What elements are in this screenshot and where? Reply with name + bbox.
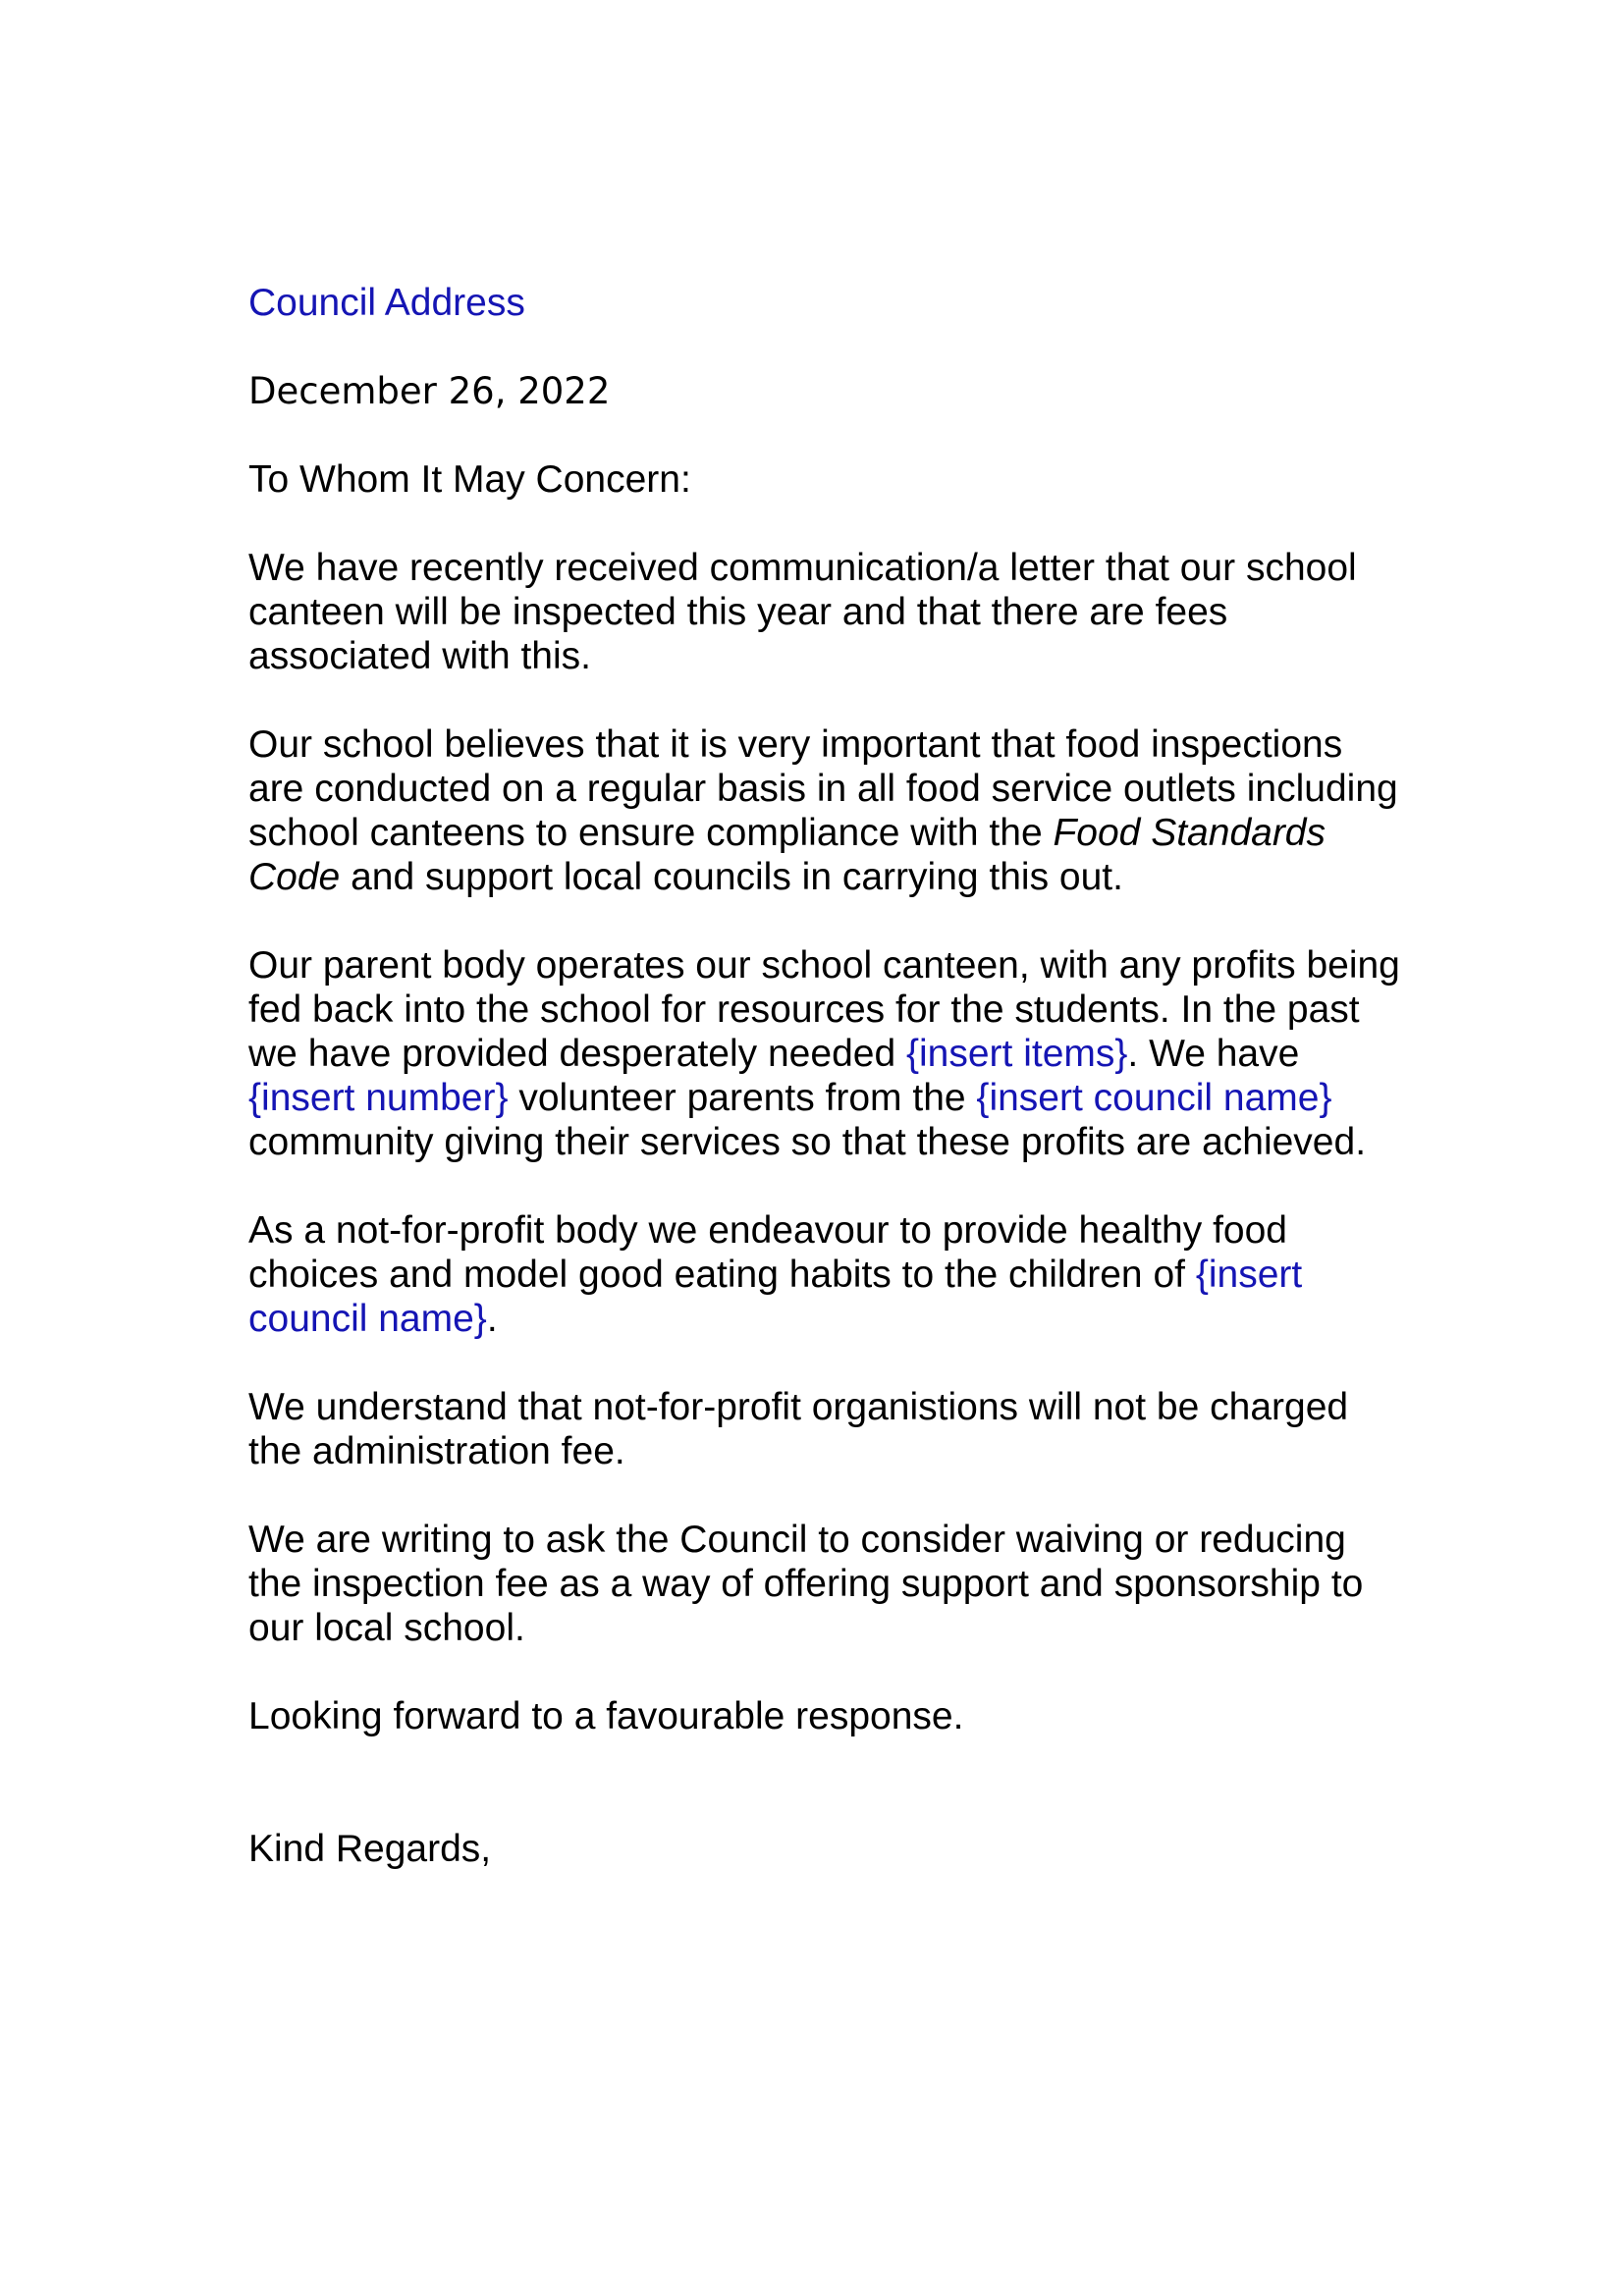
insert-items-placeholder: {insert items} (905, 1033, 1128, 1075)
closing-text: Kind Regards, (248, 1828, 492, 1870)
insert-number-placeholder: {insert number} (248, 1077, 509, 1119)
insert-council-name-placeholder: {insert council name} (976, 1077, 1332, 1119)
paragraph-importance (248, 722, 1407, 899)
paragraph-text: and support local councils in carrying this out. (340, 856, 1123, 898)
letter-page (248, 281, 1407, 1871)
council-address-placeholder: Council Address (248, 282, 525, 324)
paragraph-text: As a not-for-profit body we endeavour to provide healthy food choices and model good eating habits to the children of (248, 1209, 1287, 1296)
salutation: To Whom It May Concern: (248, 458, 691, 501)
paragraph-text: Our parent body operates our school canteen, with any profits being fed back into the school for resources for the students. In the past we have provided desperately needed (248, 944, 1400, 1075)
letter-date: December 26, 2022 (248, 370, 611, 412)
paragraph-text: . (486, 1298, 498, 1340)
paragraph-text: . We have (1127, 1033, 1300, 1075)
paragraph-not-for-profit (248, 1208, 1407, 1341)
insert-council-name-placeholder: {insert council name} (248, 1254, 1303, 1340)
paragraph-text: Our school believes that it is very important that food inspections are conducted on a regular basis in all food service outlets including school canteens to ensure compliance with the (248, 723, 1398, 854)
paragraph-text: We are writing to ask the Council to consider waiving or reducing the inspection fee as a way of offering support and sponsorship to our local school. (248, 1519, 1364, 1649)
paragraph-text: We have recently received communication/a letter that our school canteen will be inspected this year and that there are fees associated with this. (248, 547, 1357, 677)
paragraph-looking-forward (248, 1694, 1407, 1738)
paragraph-text: volunteer parents from the (508, 1077, 977, 1119)
paragraph-parent-body (248, 943, 1407, 1164)
paragraph-text: community giving their services so that these profits are achieved. (248, 1121, 1367, 1163)
paragraph-text: Looking forward to a favourable response. (248, 1695, 964, 1737)
paragraph-admin-fee (248, 1385, 1407, 1473)
paragraph-notice (248, 546, 1407, 678)
paragraph-request (248, 1518, 1407, 1650)
paragraph-text: We understand that not-for-profit organistions will not be charged the administration fee. (248, 1386, 1349, 1472)
food-standards-code-title: Food Standards Code (248, 812, 1326, 898)
closing (248, 1827, 1407, 1871)
